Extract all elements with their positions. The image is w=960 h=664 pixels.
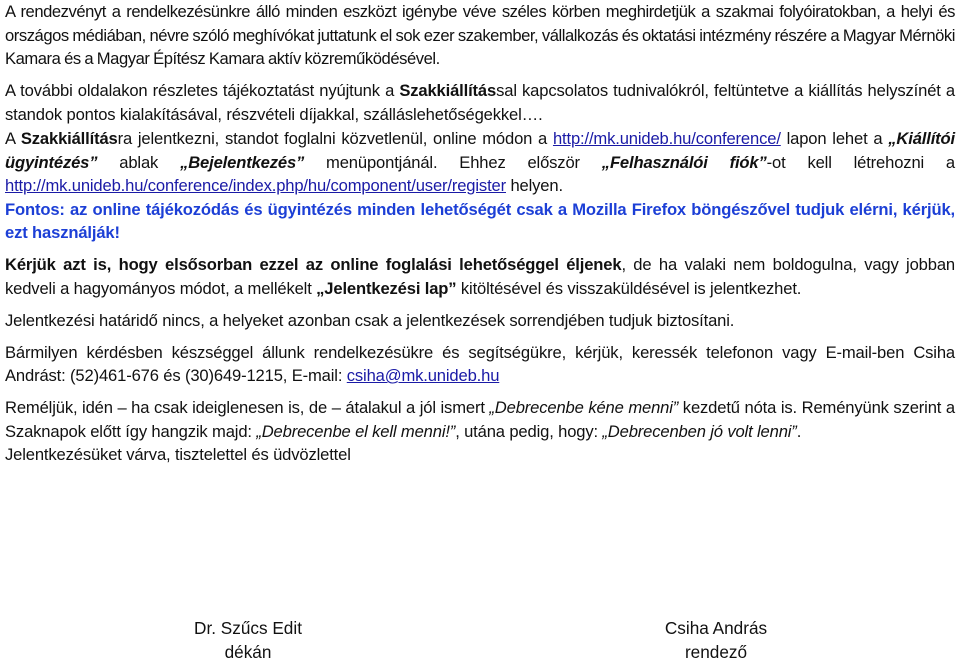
registration-text-4: -ot kell létrehozni a (767, 153, 955, 172)
signature-role: rendező (646, 641, 786, 664)
registration-text-post: helyen. (506, 176, 563, 195)
registration-form-label: „Jelentkezési lap” (316, 279, 456, 298)
closing-text-mid1: kezdetű nóta is. Reményünk szerint a Szaknapok előtt így hangzik majd: (5, 398, 955, 441)
details-bold-term: Szakkiállítás (399, 81, 496, 100)
request-bold: Kérjük azt is, hogy elsősorban ezzel az online foglalási lehetőséggel éljenek (5, 255, 621, 274)
signature-role: dékán (178, 641, 318, 664)
registration-text-3: menüpontjánál. Ehhez először (304, 153, 602, 172)
login-menu-label: „Bejelentkezés” (180, 153, 304, 172)
details-paragraph (5, 79, 955, 126)
email-link[interactable]: csiha@mk.unideb.hu (347, 366, 500, 385)
registration-text-mid: ra jelentkezni, standot foglalni közvetlenül, online módon a (118, 129, 553, 148)
closing-text-pre: Reméljük, idén – ha csak ideiglenesen is, de – átalakul a jól ismert (5, 398, 489, 417)
signature-name: Csiha András (646, 617, 786, 641)
details-text-pre: A további oldalakon részletes tájékoztatást nyújtunk a (5, 81, 399, 100)
signature-organizer (646, 617, 786, 664)
contact-text-pre: Bármilyen kérdésben készséggel állunk rendelkezésükre és segítségükre, kérjük, keressék telefonon vagy E-mail-ben Csiha Andrást: (52)461-676 és (30)649-1215, E-mail: (5, 343, 955, 386)
firefox-warning: Fontos: az online tájékozódás és ügyintézés minden lehetőségét csak a Mozilla Firefox böngészővel tudjuk elérni, kérjük, ezt használják! (5, 198, 955, 245)
song-quote-2: „Debrecenbe el kell menni!” (256, 422, 455, 441)
conference-link[interactable]: http://mk.unideb.hu/conference/ (553, 129, 781, 148)
farewell-line: Jelentkezésüket várva, tisztelettel és üdvözlettel (5, 443, 955, 467)
closing-text-mid2: , utána pedig, hogy: (455, 422, 602, 441)
request-text-mid: , de ha valaki nem boldogulna, vagy jobban kedveli a hagyományos módot, a mellékelt (5, 255, 955, 298)
registration-bold-term: Szakkiállítás (21, 129, 118, 148)
signature-name: Dr. Szűcs Edit (178, 617, 318, 641)
letter-body (5, 0, 955, 467)
deadline-paragraph: Jelentkezési határidő nincs, a helyeket azonban csak a jelentkezések sorrendjében tudjuk biztosítani. (5, 309, 955, 333)
details-text-post: sal kapcsolatos tudnivalókról, feltüntetve a kiállítás helyszínét a standok pontos kialakításával, részvételi díjakkal, szálláslehetőségekkel…. (5, 81, 955, 124)
intro-paragraph: A rendezvényt a rendelkezésünkre álló minden eszközt igénybe véve széles körben meghirdetjük a szakmai folyóiratokban, a helyi és országos médiában, névre szóló meghívókat juttatunk el sok ezer szakember, vállalkozás és oktatási intézmény részére a Magyar Mérnöki Kamara és a Magyar Építész Kamara aktív közreműködésével. (5, 0, 955, 71)
registration-paragraph (5, 127, 955, 198)
request-text-post: kitöltésével és visszaküldésével is jelentkezhet. (456, 279, 801, 298)
request-paragraph (5, 253, 955, 300)
closing-text-post: . (797, 422, 801, 441)
song-quote-3: „Debrecenben jó volt lenni” (602, 422, 796, 441)
registration-text-after-link: lapon lehet a (781, 129, 888, 148)
song-quote-1: „Debrecenbe kéne menni” (489, 398, 678, 417)
register-link[interactable]: http://mk.unideb.hu/conference/index.php/hu/component/user/register (5, 176, 506, 195)
user-account-label: „Felhasználói fiók” (602, 153, 767, 172)
signature-dean (178, 617, 318, 664)
contact-paragraph (5, 341, 955, 388)
closing-paragraph (5, 396, 955, 443)
exhibitor-admin-label: „Kiállítói ügyintézés” (5, 129, 955, 172)
registration-text-2: ablak (97, 153, 180, 172)
registration-text-pre: A (5, 129, 21, 148)
